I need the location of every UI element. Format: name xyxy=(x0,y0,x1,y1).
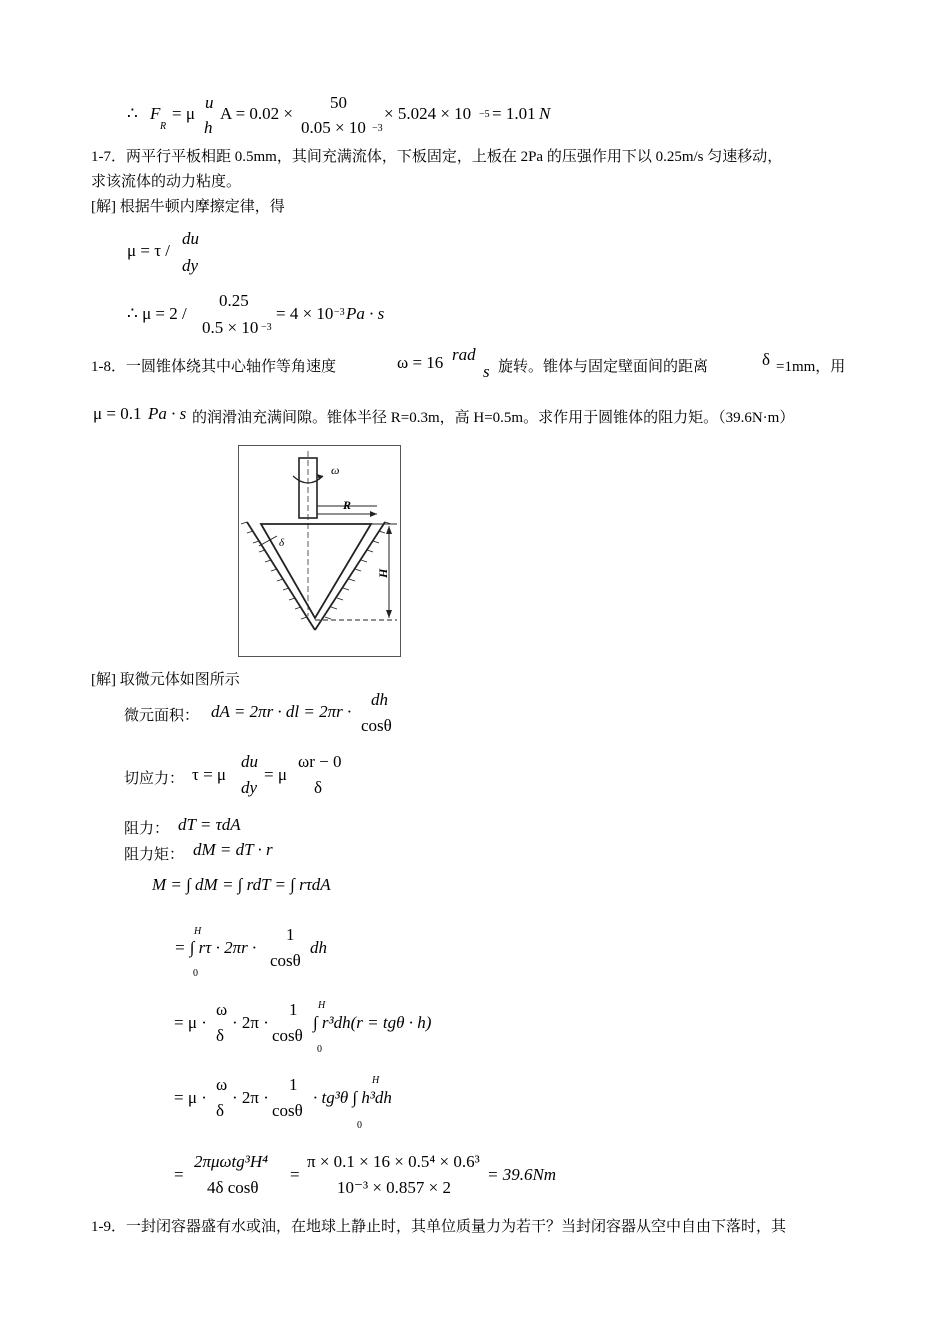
omega-value: ω = 16 xyxy=(397,353,444,372)
area-label: 微元面积： xyxy=(124,708,200,724)
problem-1-8-text-b: 旋转。锥体与固定壁面间的距离 xyxy=(498,359,709,375)
therefore-symbol: ∴ xyxy=(127,104,138,123)
fr-h: h xyxy=(204,118,213,137)
result-den2: 10⁻³ × 0.857 × 2 xyxy=(337,1178,451,1197)
cone-diagram xyxy=(239,446,400,656)
area-eq: dA = 2πr · dl = 2πr · xyxy=(211,702,352,721)
fr-result: = 1.01 xyxy=(492,104,536,123)
integral-line2-c: ∫ r³dh(r = tgθ · h) xyxy=(313,1013,432,1032)
integral-line1-upper: H xyxy=(194,926,202,937)
fr-tail-exp: −5 xyxy=(479,109,490,120)
integral-line2-b: · 2π · xyxy=(232,1013,269,1032)
integral-line2-den: cosθ xyxy=(272,1026,303,1045)
integral-line1: = ∫ rτ · 2πr · xyxy=(174,938,257,957)
result-eq1: = xyxy=(174,1165,184,1184)
integral-line2-num: 1 xyxy=(289,1000,298,1019)
moment-label: 阻力矩： xyxy=(124,847,185,863)
omega-rad: rad xyxy=(452,345,476,364)
integral-line1-num: 1 xyxy=(286,925,295,944)
fr-tail: × 5.024 × 10 xyxy=(384,104,472,123)
wall-right xyxy=(315,522,385,630)
problem-1-8-line2: 的润滑油充满间隙。锥体半径 R=0.3m，高 H=0.5m。求作用于圆锥体的阻力矩。（39.6N·m） xyxy=(192,410,795,426)
problem-1-9-line1: 1-9．一封闭容器盛有水或油，在地球上静止时，其单位质量力为若干？当封闭容器从空中自由下落时，其 xyxy=(91,1219,786,1235)
integral-line3-lower: 0 xyxy=(357,1120,362,1131)
result-num1: 2πμωtg³H⁴ xyxy=(194,1152,269,1171)
fr-den-exp: −3 xyxy=(372,123,383,134)
shear-eq2: = μ xyxy=(264,765,287,784)
result-value: = 39.6Nm xyxy=(487,1165,557,1184)
problem-1-8-text-a: 1-8．一圆锥体绕其中心轴作等角速度 xyxy=(91,359,336,375)
shear-eq: τ = μ xyxy=(192,765,227,784)
omega-s: s xyxy=(483,362,490,381)
cone-figure xyxy=(238,445,401,657)
M-integral: M = ∫ dM = ∫ rdT = ∫ rτdA xyxy=(152,875,331,894)
mu2-unit: Pa · s xyxy=(346,304,385,323)
fr-unit: N xyxy=(539,104,551,123)
fr-eq-mu: = μ xyxy=(172,104,195,123)
force-eq: dT = τdA xyxy=(178,815,241,834)
fr-subscript: R xyxy=(160,121,167,132)
integral-line2-lower: 0 xyxy=(317,1044,322,1055)
integral-line3-b: · 2π · xyxy=(232,1088,269,1107)
integral-line3-delta: δ xyxy=(216,1101,225,1120)
result-eq2: = xyxy=(290,1165,300,1184)
fr-symbol: F xyxy=(150,104,161,123)
problem-1-7-line1: 1-7．两平行平板相距 0.5mm，其间充满流体，下板固定，上板在 2Pa 的压强作用下以 0.25m/s 匀速移动， xyxy=(91,149,783,165)
result-den1: 4δ cosθ xyxy=(207,1178,259,1197)
result-num2: π × 0.1 × 16 × 0.5⁴ × 0.6³ xyxy=(307,1152,480,1171)
problem-1-7-line2: 求该流体的动力粘度。 xyxy=(91,174,242,190)
force-label: 阻力： xyxy=(124,821,170,837)
shear-dy: dy xyxy=(241,778,258,797)
solution-1-8-intro: [解] 取微元体如图所示 xyxy=(91,672,240,688)
shear-den2: δ xyxy=(314,778,323,797)
shear-num2: ωr − 0 xyxy=(298,752,342,771)
mu-unit: Pa · s xyxy=(148,404,187,423)
integral-line3-a: = μ · xyxy=(174,1088,207,1107)
mu2-res-exp: −3 xyxy=(334,307,345,318)
mu2-num: 0.25 xyxy=(219,291,249,310)
label-H: H xyxy=(376,568,390,578)
integral-line3-num: 1 xyxy=(289,1075,298,1094)
integral-line1-den: cosθ xyxy=(270,951,301,970)
integral-line1-dh: dh xyxy=(310,938,327,957)
integral-line3-upper: H xyxy=(372,1075,380,1086)
mu-tau-eq: μ = τ / xyxy=(127,241,171,260)
mu-dy: dy xyxy=(182,256,199,275)
integral-line3-c: · tg³θ ∫ h³dh xyxy=(313,1088,392,1107)
mu2-lhs: ∴ μ = 2 / xyxy=(127,304,187,323)
fr-den: 0.05 × 10 xyxy=(301,118,366,137)
shear-du: du xyxy=(241,752,258,771)
label-R: R xyxy=(343,498,352,512)
integral-line2-a: = μ · xyxy=(174,1013,207,1032)
mu2-den: 0.5 × 10 xyxy=(202,318,259,337)
integral-line2-upper: H xyxy=(318,1000,326,1011)
moment-eq: dM = dT · r xyxy=(193,840,273,859)
fr-mid: A = 0.02 × xyxy=(220,104,294,123)
mu-value: μ = 0.1 xyxy=(93,404,142,423)
label-delta: δ xyxy=(279,537,285,549)
area-num: dh xyxy=(371,690,388,709)
mu-du: du xyxy=(182,229,199,248)
problem-1-8-text-c: =1mm，用 xyxy=(776,359,846,375)
delta-symbol: δ xyxy=(762,350,771,369)
area-den: cosθ xyxy=(361,716,392,735)
integral-line3-omega: ω xyxy=(216,1075,228,1094)
problem-1-7-solution-intro: [解] 根据牛顿内摩擦定律，得 xyxy=(91,199,285,215)
mu2-den-exp: −3 xyxy=(261,322,272,333)
label-omega: ω xyxy=(331,463,340,477)
shear-label: 切应力： xyxy=(124,771,185,787)
integral-line1-lower: 0 xyxy=(193,968,198,979)
fr-u: u xyxy=(205,93,214,112)
fr-num: 50 xyxy=(330,93,347,112)
integral-line3-den: cosθ xyxy=(272,1101,303,1120)
integral-line2-delta: δ xyxy=(216,1026,225,1045)
wall-hatching xyxy=(241,522,391,619)
mu2-res: = 4 × 10 xyxy=(276,304,334,323)
integral-line2-omega: ω xyxy=(216,1000,228,1019)
